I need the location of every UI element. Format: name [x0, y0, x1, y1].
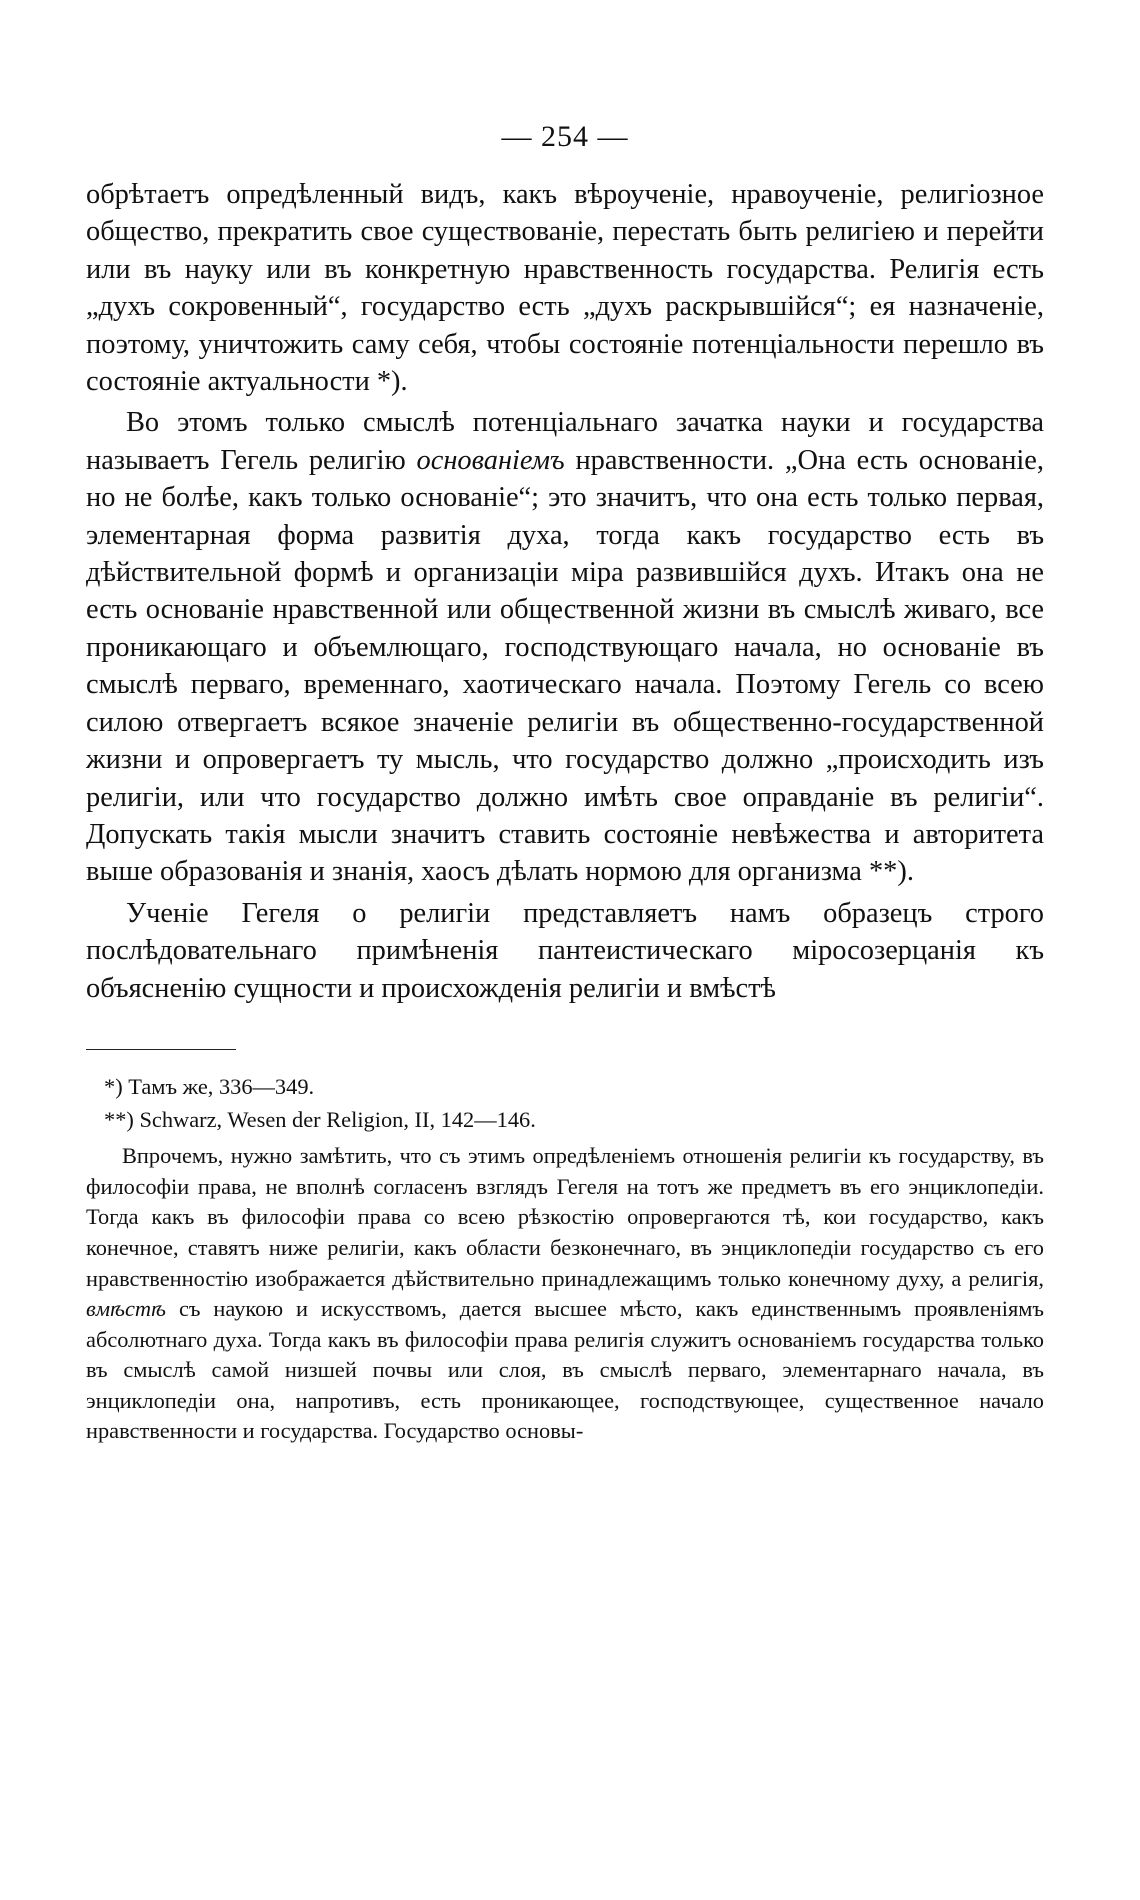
- paragraph-3: Ученіе Гегеля о религіи представляетъ намъ образецъ строго послѣдовательнаго примѣненія пантеистическаго міросозерцанія къ объясненію сущности и происхожденія религіи и вмѣстѣ: [86, 897, 1044, 1004]
- note-after: съ наукою и искусствомъ, дается высшее мѣсто, какъ единственнымъ проявленіямъ абсолютнаго духа. Тогда какъ въ философіи права религія служитъ основаніемъ государства только въ смыслѣ самой низшей почвы или слоя, въ смыслѣ перваго, элементарнаго начала, въ энциклопедіи она, напротивъ, есть проникающее, господствующее, существенное начало нравственности и государства. Государство основы-: [86, 1296, 1044, 1444]
- paragraph-2-after: нравственности. „Она есть основаніе, но не болѣе, какъ только основаніе“; это значитъ, что она есть только первая, элементарная форма развитія духа, тогда какъ государство есть въ дѣйствительной формѣ и организаціи міра развившійся духъ. Итакъ она не есть основаніе нравственной или общественной жизни въ смыслѣ живаго, все проникающаго и объемлющаго, господствующаго начала, но основаніе въ смыслѣ перваго, временнаго, хаотическаго начала. Поэтому Гегель со всею силою отвергаетъ всякое значеніе религіи въ общественно-государственной жизни и опровергаетъ ту мысль, что государство должно „происходить изъ религіи, или что государство должно имѣть свое оправданіе въ религіи“. Допускать такія мысли значитъ ставить состояніе невѣжества и авторитета выше образованія и знанія, хаосъ дѣлать нормою для организма **).: [86, 444, 1044, 888]
- footnote-rule: [86, 1049, 236, 1050]
- footnotes: [86, 1072, 1044, 1447]
- footnote-note: [86, 1141, 1044, 1447]
- main-text: [86, 176, 1044, 1007]
- paragraph-1: обрѣтаетъ опредѣленный видъ, какъ вѣроученіе, нравоученіе, религіозное общество, прекратить свое существованіе, перестать быть религіею и перейти или въ науку или въ конкретную нравственность государства. Религія есть „духъ сокровенный“, государство есть „духъ раскрывшійся“; ея назначеніе, поэтому, уничтожить саму себя, чтобы состояніе потенціальности перешло въ состояніе актуальности *).: [86, 179, 1044, 398]
- footnote-1: *) Тамъ же, 336—349.: [104, 1073, 315, 1099]
- book-page: [86, 120, 1044, 1447]
- page-number: — 254 —: [501, 120, 629, 153]
- paragraph-2: [86, 404, 1044, 890]
- note-before: Впрочемъ, нужно замѣтить, что съ этимъ опредѣленіемъ отношенія религіи къ государству, въ философіи права, не вполнѣ согласенъ взглядъ Гегеля на тотъ же предметъ въ его энциклопедіи. Тогда какъ въ философіи права со всею рѣзкостію опровергаются тѣ, кои государство, какъ конечное, ставятъ ниже религіи, какъ области безконечнаго, въ энциклопедіи государство съ его нравственностію изображается дѣйствительно принадлежащимъ только конечному духу, а религія,: [86, 1143, 1044, 1291]
- note-emphasis: вмѣстѣ: [86, 1296, 166, 1322]
- footnote-2: **) Schwarz, Wesen der Religion, II, 142—146.: [104, 1106, 536, 1132]
- paragraph-2-emphasis: основаніемъ: [416, 444, 565, 476]
- paragraph-2-before: Во этомъ только смыслѣ потенціальнаго зачатка науки и государства называетъ Гегель религію: [86, 407, 1044, 476]
